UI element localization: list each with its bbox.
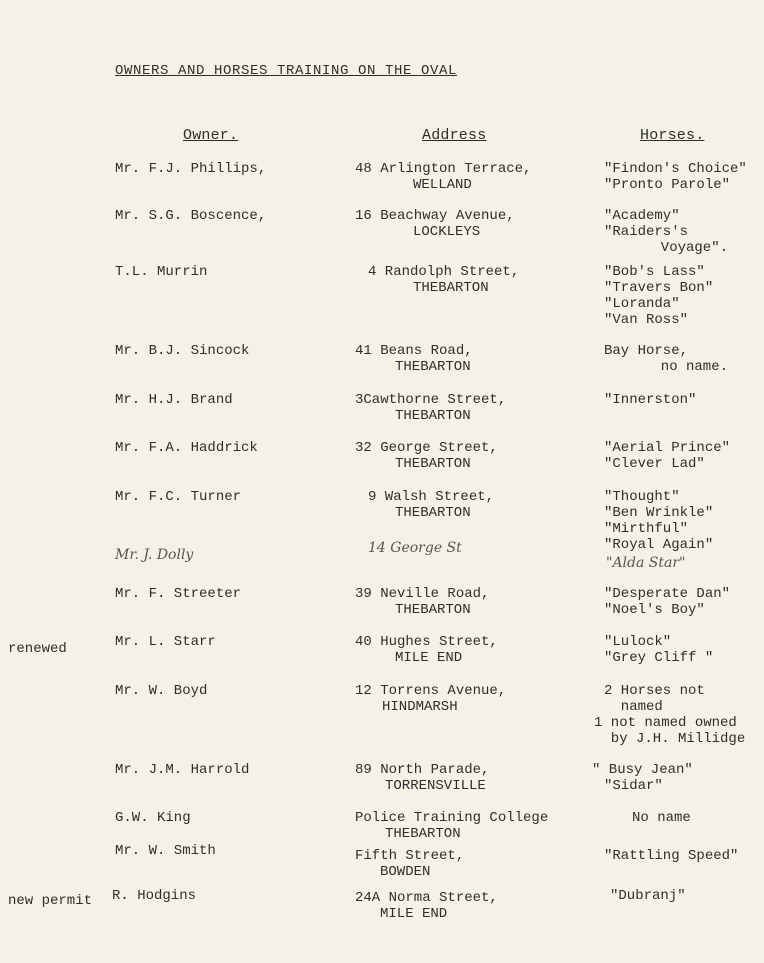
address-street: 16 Beachway Avenue,: [355, 208, 515, 224]
owner-cell: [115, 208, 266, 224]
horse-name: "Van Ross": [604, 312, 689, 328]
owner-name: R. Hodgins: [112, 888, 197, 904]
address-cell: [355, 586, 489, 618]
horses-cell: [604, 489, 713, 553]
horses-cell: [604, 634, 713, 666]
horse-name: "Desperate Dan": [604, 586, 731, 602]
address-suburb: THEBARTON: [413, 280, 489, 296]
horse-name: "Aerial Prince": [604, 440, 731, 456]
header-address: Address: [422, 127, 487, 144]
horses-cell: [604, 392, 696, 408]
owner-name: Mr. L. Starr: [115, 634, 216, 650]
address-street-handwritten: 14 George St: [368, 540, 462, 556]
address-street: 40 Hughes Street,: [355, 634, 498, 650]
note-new-permit: new permit: [8, 893, 93, 909]
horse-name: no name.: [644, 359, 729, 375]
horse-name: "Ben Wrinkle": [604, 505, 714, 521]
horses-cell: [610, 888, 686, 904]
owner-name: Mr. F.A. Haddrick: [115, 440, 258, 456]
horse-name: by J.H. Millidge: [594, 731, 746, 747]
address-suburb: THEBARTON: [395, 602, 471, 618]
horses-cell: [604, 264, 713, 328]
horse-name: "Royal Again": [604, 537, 714, 553]
owner-cell: [115, 586, 241, 602]
horse-name: "Grey Cliff ": [604, 650, 714, 666]
horse-name-handwritten: "Alda Star": [606, 555, 686, 571]
owner-name-handwritten: Mr. J. Dolly: [115, 547, 194, 563]
address-suburb: MILE END: [395, 650, 463, 666]
horse-name: 1 not named owned: [594, 715, 737, 731]
horse-name: "Travers Bon": [604, 280, 714, 296]
owner-cell: [115, 810, 191, 826]
address-cell: [355, 343, 473, 375]
horses-cell: [604, 161, 747, 193]
horse-name: "Findon's Choice": [604, 161, 747, 177]
horse-name: "Rattling Speed": [604, 848, 739, 864]
address-street: 39 Neville Road,: [355, 586, 490, 602]
owner-name: Mr. F.C. Turner: [115, 489, 242, 505]
address-suburb: BOWDEN: [380, 864, 431, 880]
address-cell: [355, 762, 489, 794]
address-cell: [355, 161, 531, 193]
address-cell: [355, 810, 548, 842]
note-renewed: renewed: [8, 641, 67, 657]
horse-name: "Pronto Parole": [604, 177, 731, 193]
address-cell: [355, 848, 464, 880]
horse-name: "Lulock": [604, 634, 672, 650]
address-street: Police Training College: [355, 810, 549, 826]
horse-name: "Clever Lad": [604, 456, 705, 472]
horses-cell: [604, 343, 728, 375]
horses-cell: [604, 208, 728, 256]
address-suburb: WELLAND: [413, 177, 472, 193]
horse-name: "Bob's Lass": [604, 264, 705, 280]
horse-name: " Busy Jean": [592, 762, 693, 778]
address-street: 41 Beans Road,: [355, 343, 473, 359]
address-suburb: THEBARTON: [395, 456, 471, 472]
horse-name: "Thought": [604, 489, 680, 505]
owner-cell: [115, 161, 266, 177]
horse-name: "Sidar": [604, 778, 663, 794]
address-cell: [368, 489, 494, 521]
address-cell: [355, 890, 498, 922]
address-street: 9 Walsh Street,: [368, 489, 495, 505]
horses-cell: [632, 810, 691, 826]
address-street: 89 North Parade,: [355, 762, 490, 778]
horses-cell: [604, 848, 738, 864]
address-cell: [368, 540, 462, 556]
address-suburb: TORRENSVILLE: [385, 778, 486, 794]
owner-name: Mr. W. Smith: [115, 843, 216, 859]
owner-name: Mr. S.G. Boscence,: [115, 208, 267, 224]
address-suburb: HINDMARSH: [382, 699, 458, 715]
horse-name: No name: [632, 810, 691, 826]
owner-cell: [115, 440, 258, 456]
horse-name: "Raiders's: [604, 224, 689, 240]
page-title: OWNERS AND HORSES TRAINING ON THE OVAL: [115, 63, 458, 79]
horse-name: "Academy": [604, 208, 680, 224]
owner-cell: [115, 547, 193, 563]
horse-name: 2 Horses not: [604, 683, 705, 699]
address-suburb: THEBARTON: [395, 359, 471, 375]
horse-name: "Innerston": [604, 392, 697, 408]
owner-cell: [115, 843, 216, 859]
owner-name: G.W. King: [115, 810, 191, 826]
owner-name: Mr. W. Boyd: [115, 683, 208, 699]
address-cell: [355, 208, 515, 240]
horse-name: "Loranda": [604, 296, 680, 312]
owner-name: Mr. J.M. Harrold: [115, 762, 250, 778]
address-suburb: LOCKLEYS: [413, 224, 481, 240]
owner-cell: [115, 343, 249, 359]
horse-name: named: [604, 699, 663, 715]
owner-cell: [112, 888, 196, 904]
address-cell: [355, 634, 498, 666]
owner-cell: [115, 683, 207, 699]
horses-cell: [606, 555, 685, 571]
horse-name: Voyage".: [644, 240, 729, 256]
horses-cell: [592, 762, 693, 794]
address-suburb: MILE END: [380, 906, 448, 922]
horse-name: Bay Horse,: [604, 343, 689, 359]
address-street: 32 George Street,: [355, 440, 498, 456]
horse-name: "Mirthful": [604, 521, 689, 537]
address-suburb: THEBARTON: [385, 826, 461, 842]
header-owner: Owner.: [183, 127, 239, 144]
owner-cell: [115, 762, 249, 778]
owner-name: Mr. B.J. Sincock: [115, 343, 250, 359]
address-cell: [355, 392, 506, 424]
address-street: Fifth Street,: [355, 848, 465, 864]
address-street: 48 Arlington Terrace,: [355, 161, 532, 177]
header-horses: Horses.: [640, 127, 705, 144]
owner-name: Mr. F. Streeter: [115, 586, 242, 602]
address-cell: [355, 440, 498, 472]
address-street: 12 Torrens Avenue,: [355, 683, 507, 699]
address-suburb: THEBARTON: [395, 408, 471, 424]
owner-cell: [115, 489, 241, 505]
horse-name: "Noel's Boy": [604, 602, 705, 618]
owner-name: T.L. Murrin: [115, 264, 208, 280]
horses-cell: [604, 440, 730, 472]
horses-cell: [604, 586, 730, 618]
address-street: 24A Norma Street,: [355, 890, 498, 906]
owner-cell: [115, 634, 216, 650]
address-cell: [355, 683, 506, 715]
horse-name: "Dubranj": [610, 888, 686, 904]
owner-name: Mr. H.J. Brand: [115, 392, 233, 408]
owner-cell: [115, 392, 233, 408]
address-suburb: THEBARTON: [395, 505, 471, 521]
owner-cell: [115, 264, 207, 280]
address-street: 4 Randolph Street,: [368, 264, 520, 280]
address-cell: [368, 264, 519, 296]
horses-cell: [594, 683, 745, 747]
address-street: 3Cawthorne Street,: [355, 392, 507, 408]
owner-name: Mr. F.J. Phillips,: [115, 161, 267, 177]
